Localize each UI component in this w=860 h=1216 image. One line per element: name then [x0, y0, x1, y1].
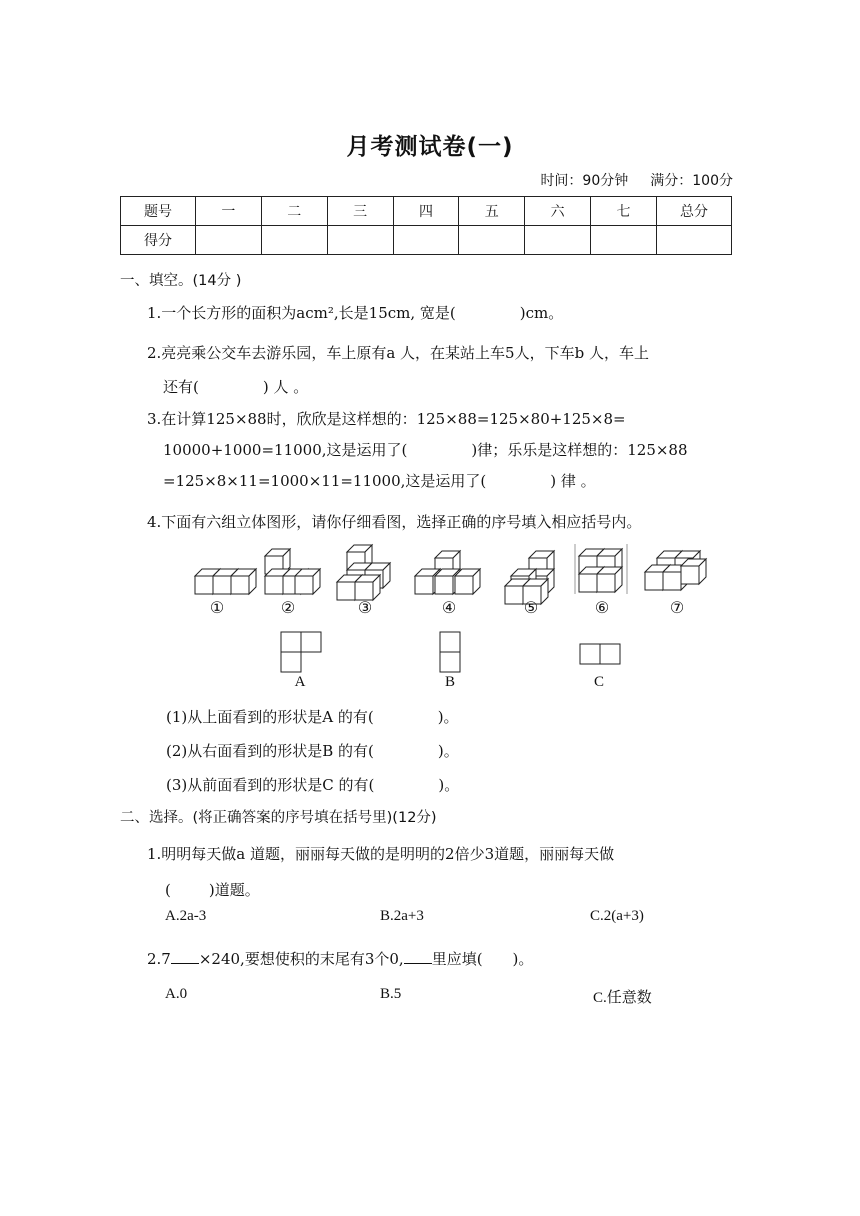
score-cell[interactable] — [525, 226, 591, 255]
score-cell[interactable] — [591, 226, 657, 255]
question-2-1 — [147, 836, 614, 908]
figure-5 — [505, 551, 554, 604]
q-text: 2.7 — [147, 950, 171, 968]
fill-underline[interactable] — [171, 949, 199, 964]
q-text: )律；乐乐是这样想的：125×88 — [471, 441, 688, 459]
q-text: )。 — [438, 776, 460, 794]
sub-question-1 — [166, 700, 459, 734]
fill-underline[interactable] — [404, 949, 432, 964]
q-text: 1.明明每天做a 道题，丽丽每天做的是明明的2倍少3道题，丽丽每天做 — [147, 845, 615, 863]
score-cell[interactable] — [459, 226, 525, 255]
question-1-4: 4.下面有六组立体图形，请你仔细看图，选择正确的序号填入相应括号内。 — [147, 513, 642, 531]
page-title: 月考测试卷(一) — [346, 134, 514, 160]
header-col: 七 — [591, 197, 657, 226]
sub-question-2 — [166, 734, 459, 768]
figure-label: ⑤ — [523, 598, 539, 617]
header-col: 一 — [196, 197, 262, 226]
figure-1 — [195, 569, 256, 594]
header-col: 三 — [327, 197, 393, 226]
header-label: 题号 — [121, 197, 196, 226]
view-a — [281, 632, 321, 672]
option-a[interactable]: A.2a-3 — [165, 908, 207, 924]
row-label: 得分 — [121, 226, 196, 255]
q-text: 3.在计算125×88时，欣欣是这样想的：125×88=125×80+125×8= — [147, 410, 626, 428]
section2-heading: 二、选择。(将正确答案的序号填在括号里)(12分) — [120, 810, 437, 826]
full-score: 满分：100分 — [650, 173, 733, 189]
score-cell[interactable] — [393, 226, 459, 255]
q-line — [147, 435, 688, 466]
q-text: 1.一个长方形的面积为acm²,长是15cm, 宽是( — [147, 304, 456, 322]
header-col: 六 — [525, 197, 591, 226]
figure-3 — [337, 545, 390, 600]
score-cell[interactable] — [196, 226, 262, 255]
view-shapes — [275, 630, 635, 678]
figure-2 — [265, 549, 320, 594]
q-text: )道题。 — [208, 881, 260, 899]
q-text: (1)从上面看到的形状是A 的有( — [166, 708, 374, 726]
view-label: B — [444, 674, 455, 690]
question-1-1 — [147, 296, 563, 330]
q-line — [147, 466, 688, 497]
sub-question-3 — [166, 768, 459, 802]
q-text: 10000+1000=11000,这是运用了( — [163, 441, 408, 459]
figure-label: ③ — [357, 598, 373, 617]
figure-6 — [575, 544, 627, 594]
q-text: (3)从前面看到的形状是C 的有( — [166, 776, 375, 794]
header-col: 五 — [459, 197, 525, 226]
score-table-header-row — [121, 197, 732, 226]
view-b — [440, 632, 460, 672]
figure-label: ⑥ — [594, 598, 610, 617]
q-text: (2)从右面看到的形状是B 的有( — [166, 742, 374, 760]
q-text: )。 — [512, 950, 534, 968]
q-text: ) 律 。 — [550, 472, 596, 490]
q-text: )。 — [437, 742, 459, 760]
header-col: 四 — [393, 197, 459, 226]
q-text: 还有( — [163, 378, 199, 396]
exam-meta — [518, 170, 733, 190]
figure-7 — [645, 551, 706, 590]
figure-4 — [415, 551, 480, 594]
view-label: C — [593, 674, 604, 690]
score-table — [120, 196, 732, 255]
figure-label: ② — [280, 598, 296, 617]
q-text: ( — [165, 881, 171, 899]
option-b[interactable]: B.2a+3 — [380, 908, 424, 924]
q-line — [147, 370, 649, 404]
score-cell[interactable] — [261, 226, 327, 255]
q-text: ) 人 。 — [262, 378, 309, 396]
q-text: =125×8×11=1000×11=11000,这是运用了( — [163, 472, 487, 490]
header-col: 二 — [261, 197, 327, 226]
score-cell[interactable] — [657, 226, 732, 255]
q-text: )cm。 — [519, 304, 564, 322]
time-limit: 时间：90分钟 — [540, 173, 629, 189]
q-line — [147, 872, 614, 908]
option-b[interactable]: B.5 — [380, 986, 402, 1002]
option-c[interactable]: C.任意数 — [593, 990, 652, 1006]
question-1-3 — [147, 404, 688, 497]
option-a[interactable]: A.0 — [165, 986, 188, 1002]
figure-label: ④ — [441, 598, 457, 617]
figure-label: ① — [209, 598, 225, 617]
figure-label: ⑦ — [669, 598, 685, 617]
score-table-score-row — [121, 226, 732, 255]
q-text: ×240,要想使积的末尾有3个0, — [198, 950, 404, 968]
score-cell[interactable] — [327, 226, 393, 255]
header-col: 总分 — [657, 197, 732, 226]
view-c — [580, 644, 620, 664]
option-c[interactable]: C.2(a+3) — [590, 908, 644, 924]
view-label: A — [294, 674, 306, 690]
q-text: )。 — [437, 708, 459, 726]
question-2-2 — [147, 942, 533, 976]
q-text: 2.亮亮乘公交车去游乐园，车上原有a 人，在某站上车5人，下车b 人，车上 — [147, 344, 649, 362]
q-text: 里应填( — [431, 950, 483, 968]
question-1-2 — [147, 336, 649, 404]
section1-heading: 一、填空。(14分 ) — [120, 273, 242, 289]
